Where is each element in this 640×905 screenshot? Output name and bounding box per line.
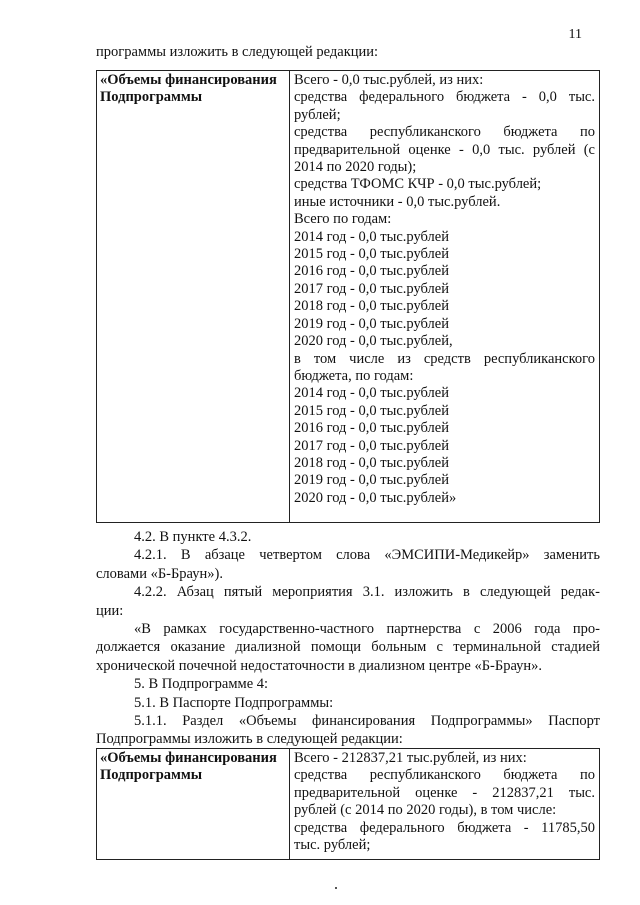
table-line: рублей; [294,106,341,123]
page-number: 11 [568,27,582,42]
table-line: иные источники - 0,0 тыс.рублей. [294,193,501,210]
table-line: 2020 год - 0,0 тыс.рублей, [294,333,453,350]
table-line: Всего по годам: [294,211,392,228]
table-content-cell [290,749,600,860]
paragraph-line: словами «Б-Браун»). [96,565,223,582]
table-line: предварительной оценке - 212837,21 тыс. [294,784,595,801]
body-text [96,528,600,749]
table-row [97,749,600,860]
financing-table-1 [96,70,600,523]
paragraph-line: Подпрограммы изложить в следующей редакции: [96,731,403,748]
table-line: 2014 по 2020 годы); [294,159,417,176]
paragraph-line: «В рамках государственно-частного партнерства с 2006 года про- [134,621,600,638]
table-line: 2019 год - 0,0 тыс.рублей [294,315,449,332]
table-line: бюджета, по годам: [294,367,414,384]
table-label-cell: «Объемы финансирования Подпрограммы [97,749,290,860]
paragraph-line: 4.2.1. В абзаце четвертом слова «ЭМСИПИ-Медикейр» заменить [134,547,600,564]
paragraph-line: 5. В Подпрограмме 4: [134,676,269,693]
paragraph [96,712,600,749]
table-line: средства федерального бюджета - 0,0 тыс. [294,89,595,106]
table-line: рублей (с 2014 по 2020 годы), в том числе: [294,802,557,819]
table-line: Всего - 212837,21 тыс.рублей, из них: [294,750,527,766]
table-line: 2015 год - 0,0 тыс.рублей [294,402,449,419]
scan-speck [335,887,337,889]
table-line: в том числе из средств республиканского [294,350,595,367]
paragraph [96,583,600,620]
paragraph-line: ции: [96,602,124,619]
paragraph-line: 4.2. В пункте 4.3.2. [134,529,252,545]
intro-line: программы изложить в следующей редакции: [96,44,379,60]
table-line: Всего - 0,0 тыс.рублей, из них: [294,72,484,88]
paragraph-line: 4.2.2. Абзац пятый мероприятия 3.1. изложить в следующей редак- [134,584,600,601]
table-line: средства федерального бюджета - 11785,50 [294,819,595,836]
paragraph-line: должается оказание диализной помощи больным с терминальной стадией [96,639,600,656]
paragraph [96,694,600,712]
paragraph-line: 5.1.1. Раздел «Объемы финансирования Подпрограммы» Паспорт [134,713,600,730]
table-line: тыс. рублей; [294,837,371,854]
paragraph [96,546,600,583]
table-line: 2016 год - 0,0 тыс.рублей [294,263,449,280]
table-line: 2014 год - 0,0 тыс.рублей [294,228,449,245]
table-line: 2015 год - 0,0 тыс.рублей [294,246,449,263]
table-label-cell: «Объемы финансирования Подпрограммы [97,71,290,523]
table-line: 2016 год - 0,0 тыс.рублей [294,420,449,437]
table-line: средства республиканского бюджета по [294,767,595,784]
table-line: 2020 год - 0,0 тыс.рублей» [294,489,457,506]
table-line: предварительной оценке - 0,0 тыс. рублей (с [294,141,595,158]
paragraph [96,528,600,546]
paragraph-line: 5.1. В Паспорте Подпрограммы: [134,694,334,711]
table-row [97,71,600,523]
paragraph [96,620,600,675]
table-line: 2014 год - 0,0 тыс.рублей [294,385,449,402]
table-line: 2017 год - 0,0 тыс.рублей [294,280,449,297]
paragraph-line: хронической почечной недостаточности в диализном центре «Б-Браун». [96,657,543,674]
table-line: средства республиканского бюджета по [294,124,595,141]
table-line: 2018 год - 0,0 тыс.рублей [294,298,449,315]
financing-table-2 [96,748,600,860]
table-line: 2017 год - 0,0 тыс.рублей [294,437,449,454]
table-line: 2019 год - 0,0 тыс.рублей [294,472,449,489]
paragraph [96,675,600,693]
table-line: 2018 год - 0,0 тыс.рублей [294,454,449,471]
table-content-cell [290,71,600,523]
table-line: средства ТФОМС КЧР - 0,0 тыс.рублей; [294,176,542,193]
